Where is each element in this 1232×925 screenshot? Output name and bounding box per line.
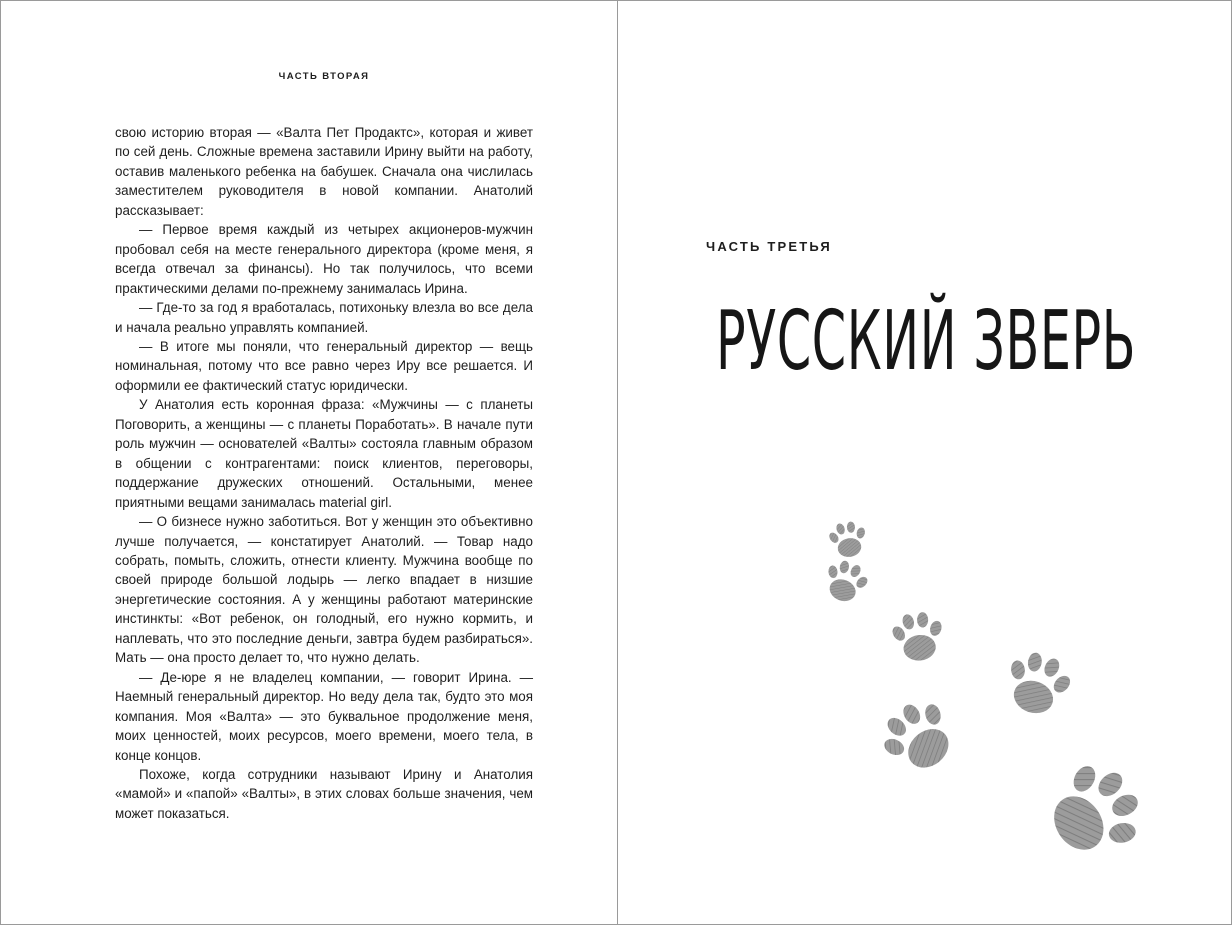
paragraph: свою историю вторая — «Валта Пет Продактс», которая и живет по сей день. Сложные времена заставили Ирину выйти на работу, оставив маленького ребенка на бабушек. Сначала она числилась заместителем руководителя в новой компании. Анатолий рассказывает: [115,125,533,218]
paragraph: — Де-юре я не владелец компании, — говорит Ирина. — Наемный генеральный директор. Но веду дела так, будто это моя компания. Моя «Валта» — это буквальное продолжение меня, моих ценностей, моих ресурсов, моего времени, моего тела, в конце концов. [115,669,533,763]
part-label: ЧАСТЬ ТРЕТЬЯ [706,239,832,254]
right-page [618,1,1231,924]
part-title: РУССКИЙ ЗВЕРЬ [716,294,1137,389]
paragraph: — В итоге мы поняли, что генеральный директор — вещь номинальная, потому что все равно через Иру все решается. И оформили ее фактический статус юридически. [115,338,533,393]
left-page [1,1,617,924]
paragraph: — Где-то за год я вработалась, потихоньку влезла во все дела и начала реально управлять компанией. [115,300,533,335]
running-head: ЧАСТЬ ВТОРАЯ [278,71,370,82]
paw-prints-icon [618,1,1231,924]
paragraph: Похоже, когда сотрудники называют Ирину и Анатолия «мамой» и «папой» «Валты», в этих словах больше значения, чем может показаться. [115,766,533,821]
paragraph: У Анатолия есть коронная фраза: «Мужчины — с планеты Поговорить, а женщины — с планеты Поработать». В начале пути роль мужчин — основателей «Валты» состояла главным образом в общении с контрагентами: поиск клиентов, переговоры, поддержание дружеских отношений. Остальными, менее приятными вещами занималась material girl. [115,397,533,510]
paragraph: — Первое время каждый из четырех акционеров-мужчин пробовал себя на месте генерального директора (кроме меня, я всегда отвечал за финансы). Но так получилось, что всеми практическими делами по-прежнему занималась Ирина. [115,222,533,296]
paragraph: — О бизнесе нужно заботиться. Вот у женщин это объективно лучше получается, — констатирует Анатолий. — Товар надо собрать, помыть, сложить, отнести клиенту. Мужчина вообще по своей природе большой лодырь — легко впадает в низшие энергетические состояния. А у женщины работают материнские инстинкты: «Вот ребенок, он голодный, его нужно кормить, и наплевать, что это последние деньги, завтра будем разбираться». Мать — она просто делает то, что нужно делать. [115,514,533,666]
body-text [115,123,533,823]
